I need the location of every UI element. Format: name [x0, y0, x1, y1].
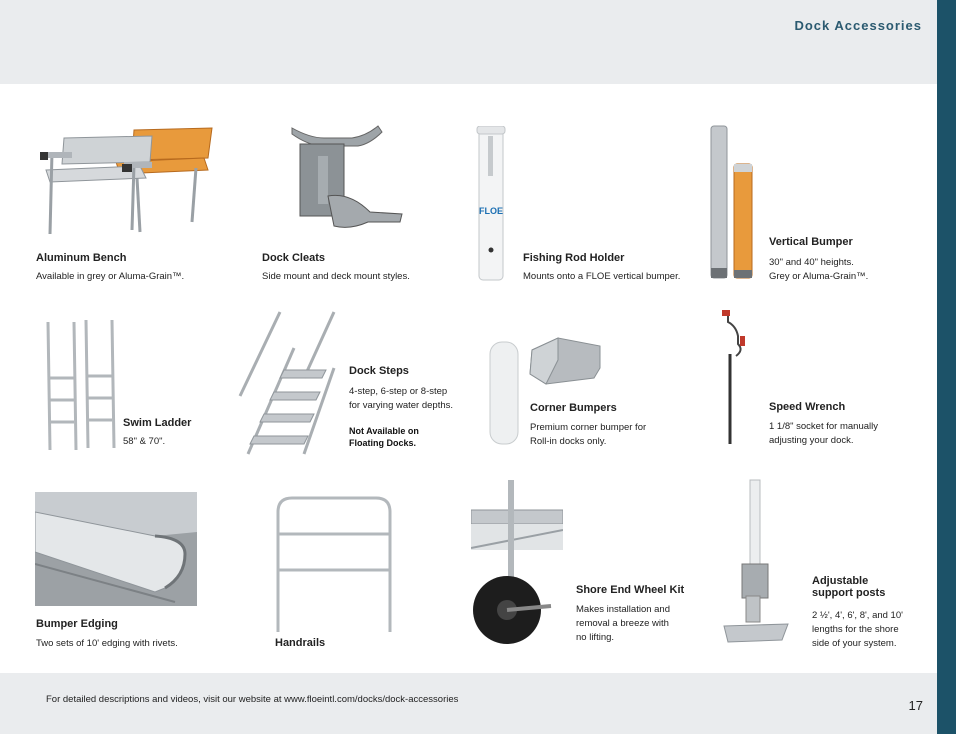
swim-ladder-image [44, 316, 116, 454]
product-title: Fishing Rod Holder [523, 252, 625, 264]
product-description: Side mount and deck mount styles. [262, 271, 410, 282]
footer-text: For detailed descriptions and videos, visit our website at www.floeintl.com/docks/dock-accessories [46, 694, 459, 705]
handrails-image [274, 494, 394, 634]
product-description: Two sets of 10' edging with rivets. [36, 638, 178, 649]
adjustable-support-posts-image [718, 478, 790, 650]
shore-end-wheel-kit-image [471, 480, 563, 654]
product-description: Available in grey or Aluma-Grain™. [36, 271, 185, 282]
product-description: 4-step, 6-step or 8-step for varying water depths. [349, 386, 454, 411]
product-title: Dock Steps [349, 365, 409, 377]
aluminum-bench-image [36, 122, 221, 240]
fishing-rod-holder-image [474, 126, 508, 284]
product-description: Makes installation and removal a breeze with no lifting. [576, 604, 670, 643]
product-description: Mounts onto a FLOE vertical bumper. [523, 271, 681, 282]
footer-band [0, 673, 937, 734]
product-title: Dock Cleats [262, 252, 325, 264]
product-title: Corner Bumpers [530, 402, 617, 414]
dock-steps-image [234, 308, 340, 460]
product-title: Bumper Edging [36, 618, 118, 630]
dock-cleats-image [290, 122, 408, 232]
product-description: 30" and 40" heights. Grey or Aluma-Grain™. [769, 257, 869, 282]
product-title: Speed Wrench [769, 401, 846, 413]
speed-wrench-image [714, 308, 754, 448]
side-accent-bar [937, 0, 956, 734]
product-description: Premium corner bumper for Roll-in docks only. [530, 422, 647, 447]
floe-logo: FLOE [479, 206, 503, 216]
product-title: Vertical Bumper [769, 236, 853, 248]
product-title: Shore End Wheel Kit [576, 584, 685, 596]
header-band [0, 0, 937, 84]
product-title: Aluminum Bench [36, 252, 127, 264]
page-title: Dock Accessories [794, 18, 922, 33]
bumper-edging-image [35, 492, 197, 606]
product-title: Adjustable support posts [812, 575, 886, 599]
product-description: 1 1/8" socket for manually adjusting your dock. [769, 421, 878, 446]
product-description: 58" & 70". [123, 436, 166, 447]
page-number: 17 [908, 698, 923, 713]
product-title: Handrails [275, 637, 326, 649]
product-description: 2 ½', 4', 6', 8', and 10' lengths for the shore side of your system. [812, 610, 903, 649]
product-title: Swim Ladder [123, 417, 192, 429]
vertical-bumper-image [708, 124, 756, 282]
availability-note: Not Available on Floating Docks. [349, 426, 419, 448]
